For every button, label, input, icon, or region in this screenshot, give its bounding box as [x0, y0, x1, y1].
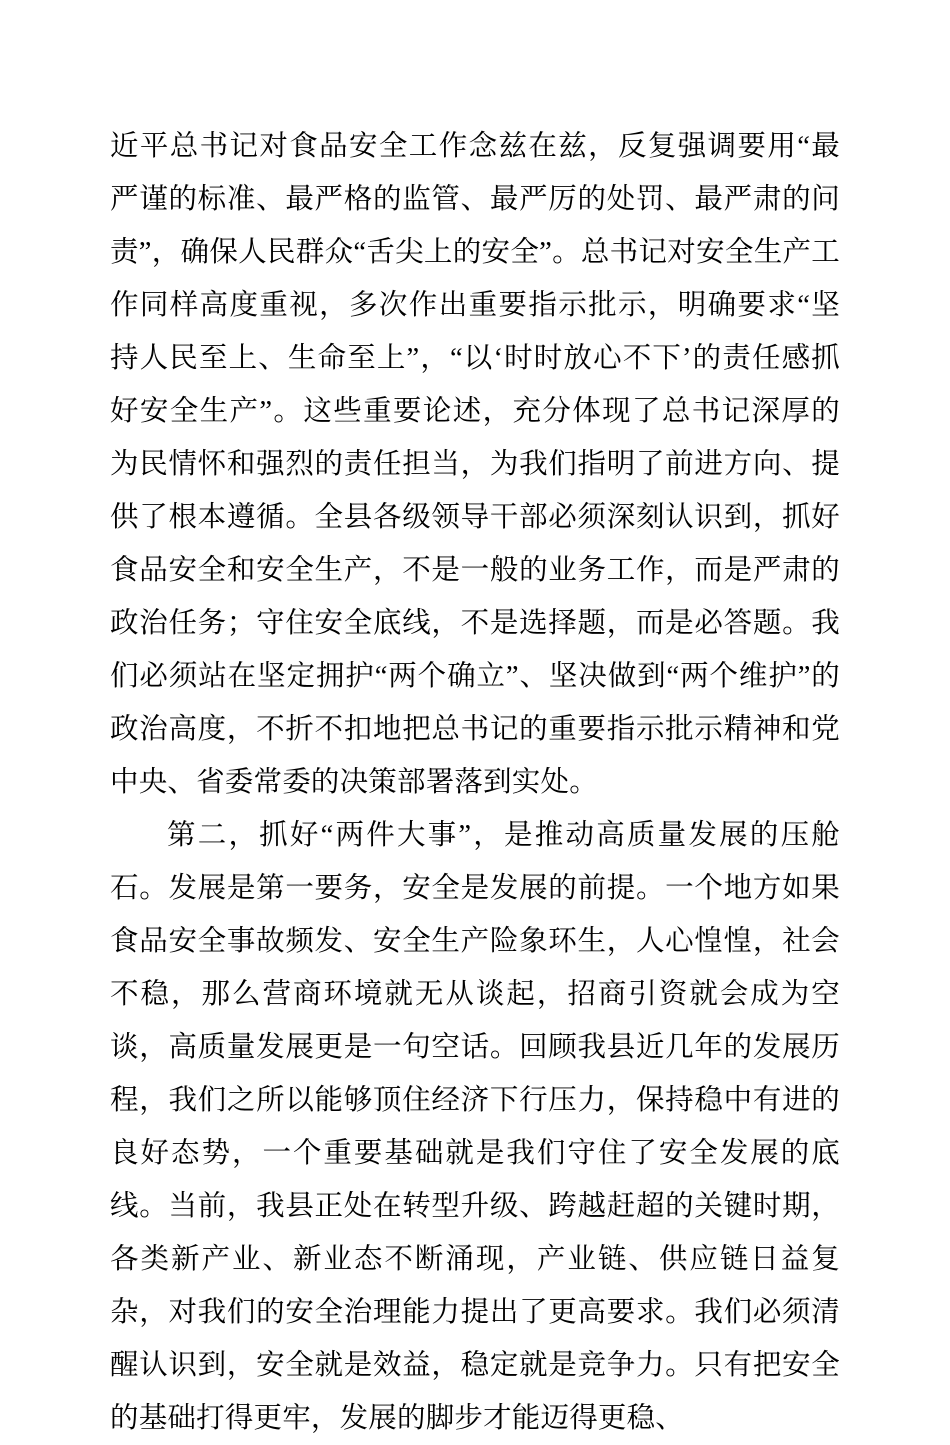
- document-body: [110, 120, 840, 1445]
- paragraph-1: 近平总书记对食品安全工作念兹在兹，反复强调要用“最严谨的标准、最严格的监管、最严厉的处罚、最严肃的问责”，确保人民群众“舌尖上的安全”。总书记对安全生产工作同样高度重视，多次作出重要指示批示，明确要求“坚持人民至上、生命至上”，“以‘时时放心不下’的责任感抓好安全生产”。这些重要论述，充分体现了总书记深厚的为民情怀和强烈的责任担当，为我们指明了前进方向、提供了根本遵循。全县各级领导干部必须深刻认识到，抓好食品安全和安全生产，不是一般的业务工作，而是严肃的政治任务；守住安全底线，不是选择题，而是必答题。我们必须站在坚定拥护“两个确立”、坚决做到“两个维护”的政治高度，不折不扣地把总书记的重要指示批示精神和党中央、省委常委的决策部署落到实处。: [110, 131, 840, 798]
- paragraph-2: 第二，抓好“两件大事”，是推动高质量发展的压舱石。发展是第一要务，安全是发展的前提。一个地方如果食品安全事故频发、安全生产险象环生，人心惶惶，社会不稳，那么营商环境就无从谈起，招商引资就会成为空谈，高质量发展更是一句空话。回顾我县近几年的发展历程，我们之所以能够顶住经济下行压力，保持稳中有进的良好态势，一个重要基础就是我们守住了安全发展的底线。当前，我县正处在转型升级、跨越赶超的关键时期，各类新产业、新业态不断涌现，产业链、供应链日益复杂，对我们的安全治理能力提出了更高要求。我们必须清醒认识到，安全就是效益，稳定就是竞争力。只有把安全的基础打得更牢，发展的脚步才能迈得更稳、: [110, 820, 840, 1434]
